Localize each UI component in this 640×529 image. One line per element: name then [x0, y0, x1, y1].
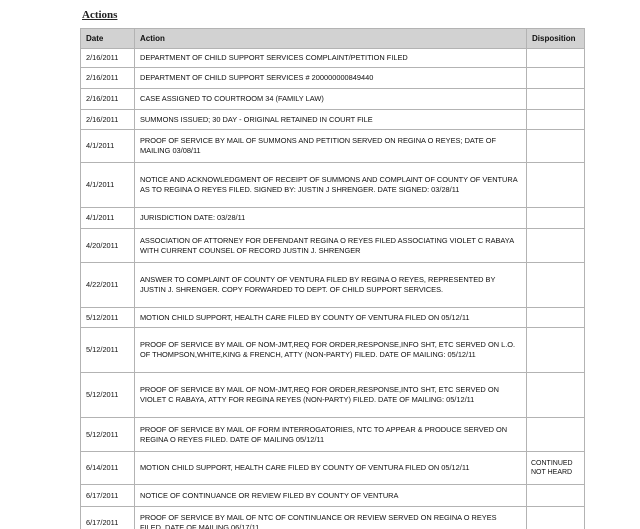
cell-action: MOTION CHILD SUPPORT, HEALTH CARE FILED BY COUNTY OF VENTURA FILED ON 05/12/11 [135, 452, 527, 485]
cell-date: 6/17/2011 [81, 485, 135, 507]
cell-disposition [527, 130, 585, 163]
cell-action: PROOF OF SERVICE BY MAIL OF FORM INTERROGATORIES, NTC TO APPEAR & PRODUCE SERVED ON REGINA O REYES FILED. DATE OF MAILING 05/12/11 [135, 418, 527, 452]
cell-date: 2/16/2011 [81, 89, 135, 110]
cell-date: 4/20/2011 [81, 229, 135, 263]
table-row [81, 452, 585, 485]
cell-date: 4/1/2011 [81, 130, 135, 163]
cell-action: DEPARTMENT OF CHILD SUPPORT SERVICES # 200000000849440 [135, 68, 527, 89]
cell-action: ASSOCIATION OF ATTORNEY FOR DEFENDANT REGINA O REYES FILED ASSOCIATING VIOLET C RABAYA WITH CURRENT COUNSEL OF RECORD JUSTIN J. SHRENGER [135, 229, 527, 263]
cell-action: NOTICE OF CONTINUANCE OR REVIEW FILED BY COUNTY OF VENTURA [135, 485, 527, 507]
cell-action: CASE ASSIGNED TO COURTROOM 34 (FAMILY LAW) [135, 89, 527, 110]
header-date: Date [81, 29, 135, 49]
table-row [81, 163, 585, 208]
table-row [81, 89, 585, 110]
cell-date: 2/16/2011 [81, 68, 135, 89]
cell-action: JURISDICTION DATE: 03/28/11 [135, 208, 527, 229]
cell-disposition [527, 163, 585, 208]
cell-action: PROOF OF SERVICE BY MAIL OF SUMMONS AND PETITION SERVED ON REGINA O REYES; DATE OF MAILING 03/08/11 [135, 130, 527, 163]
actions-table [80, 28, 585, 529]
cell-action: PROOF OF SERVICE BY MAIL OF NTC OF CONTINUANCE OR REVIEW SERVED ON REGINA O REYES FILED. DATE OF MAILING 06/17/11 [135, 507, 527, 529]
cell-date: 2/16/2011 [81, 110, 135, 130]
table-row [81, 229, 585, 263]
cell-date: 4/22/2011 [81, 263, 135, 308]
header-disposition: Disposition [527, 29, 585, 49]
cell-action: PROOF OF SERVICE BY MAIL OF NOM-JMT,REQ FOR ORDER,RESPONSE,INFO SHT, ETC SERVED ON L.O. OF THOMPSON,WHITE,KING & FRENCH, ATTY (NON-PARTY) FILED. DATE OF MAILING: 05/12/11 [135, 328, 527, 373]
table-row [81, 68, 585, 89]
cell-date: 6/17/2011 [81, 507, 135, 529]
cell-action: DEPARTMENT OF CHILD SUPPORT SERVICES COMPLAINT/PETITION FILED [135, 49, 527, 68]
cell-date: 6/14/2011 [81, 452, 135, 485]
cell-action: MOTION CHILD SUPPORT, HEALTH CARE FILED BY COUNTY OF VENTURA FILED ON 05/12/11 [135, 308, 527, 328]
cell-disposition [527, 263, 585, 308]
table-row [81, 263, 585, 308]
table-header-row [81, 29, 585, 49]
cell-disposition [527, 308, 585, 328]
table-row [81, 373, 585, 418]
cell-disposition [527, 49, 585, 68]
table-row [81, 308, 585, 328]
table-row [81, 110, 585, 130]
header-action: Action [135, 29, 527, 49]
section-title: Actions [82, 9, 118, 21]
cell-disposition [527, 373, 585, 418]
cell-action: PROOF OF SERVICE BY MAIL OF NOM-JMT,REQ FOR ORDER,RESPONSE,INTO SHT, ETC SERVED ON VIOLET C RABAYA, ATTY FOR REGINA REYES (NON-PARTY) FILED. DATE OF MAILING: 05/12/11 [135, 373, 527, 418]
table-row [81, 418, 585, 452]
table-row [81, 507, 585, 529]
cell-date: 4/1/2011 [81, 208, 135, 229]
cell-disposition [527, 208, 585, 229]
cell-disposition [527, 485, 585, 507]
cell-date: 5/12/2011 [81, 418, 135, 452]
cell-date: 4/1/2011 [81, 163, 135, 208]
table-row [81, 208, 585, 229]
cell-date: 5/12/2011 [81, 373, 135, 418]
cell-disposition [527, 229, 585, 263]
cell-disposition [527, 328, 585, 373]
cell-date: 5/12/2011 [81, 328, 135, 373]
table-row [81, 485, 585, 507]
cell-disposition [527, 89, 585, 110]
cell-disposition [527, 507, 585, 529]
cell-date: 2/16/2011 [81, 49, 135, 68]
table-row [81, 130, 585, 163]
cell-action: NOTICE AND ACKNOWLEDGMENT OF RECEIPT OF SUMMONS AND COMPLAINT OF COUNTY OF VENTURA AS TO REGINA O REYES FILED. SIGNED BY: JUSTIN J SHRENGER. DATE SIGNED: 03/28/11 [135, 163, 527, 208]
cell-action: SUMMONS ISSUED; 30 DAY - ORIGINAL RETAINED IN COURT FILE [135, 110, 527, 130]
cell-disposition [527, 418, 585, 452]
cell-disposition: CONTINUED NOT HEARD [527, 452, 585, 485]
cell-disposition [527, 68, 585, 89]
cell-disposition [527, 110, 585, 130]
cell-action: ANSWER TO COMPLAINT OF COUNTY OF VENTURA FILED BY REGINA O REYES, REPRESENTED BY JUSTIN J. SHRENGER. COPY FORWARDED TO DEPT. OF CHILD SUPPORT SERVICES. [135, 263, 527, 308]
cell-date: 5/12/2011 [81, 308, 135, 328]
table-row [81, 49, 585, 68]
table-row [81, 328, 585, 373]
